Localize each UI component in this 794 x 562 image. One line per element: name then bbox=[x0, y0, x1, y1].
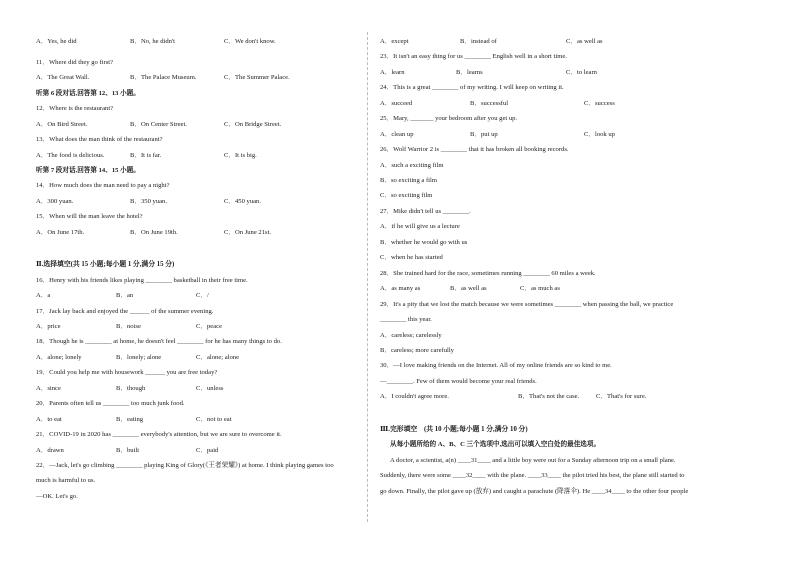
listening-heading-6: 听第 6 段对话,回答第 12、13 小题。 bbox=[36, 89, 140, 97]
option-c: C．to learn bbox=[566, 68, 597, 76]
option-b: B．That's not the case. bbox=[518, 393, 580, 401]
section-iii-instructions: 从每小题所给的 A、B、C 三个选项中,选出可以填入空白处的最佳选项。 bbox=[390, 441, 601, 449]
question-16: 16．Henry with his friends likes playing ________ basketball in their free time. bbox=[36, 276, 248, 284]
option-b: B．though bbox=[116, 384, 146, 392]
option-c: C．success bbox=[584, 99, 615, 107]
option-a: A．On June 17th. bbox=[36, 228, 85, 236]
passage-line-2: Suddenly, there were some ____32____ with the plane. ____33____ the pilot tried his best, the plane still started to bbox=[380, 472, 685, 480]
options-28 bbox=[380, 284, 710, 294]
option-c: C．as well as bbox=[566, 38, 603, 45]
options-19 bbox=[36, 384, 358, 394]
right-column bbox=[380, 37, 710, 497]
option-a: A．I couldn't agree more. bbox=[380, 393, 449, 401]
options-13 bbox=[36, 151, 358, 161]
question-14: 14．How much does the man need to pay a night? bbox=[36, 182, 170, 190]
question-17: 17．Jack lay back and enjoyed the ______ of the summer evening. bbox=[36, 307, 214, 315]
option-a: A．The food is delicious. bbox=[36, 151, 105, 159]
option-c: C．450 yuan. bbox=[224, 197, 261, 205]
option-26-a: A．such a exciting film bbox=[380, 161, 444, 169]
options-30 bbox=[380, 392, 710, 402]
option-a: A．price bbox=[36, 323, 61, 331]
option-c: C．That's for sure. bbox=[596, 393, 647, 401]
option-29-a: A．careless; carelessly bbox=[380, 331, 442, 339]
option-a: A．learn bbox=[380, 68, 405, 76]
option-c: C．The Summer Palace. bbox=[224, 74, 290, 82]
left-column bbox=[36, 37, 358, 502]
option-a: A．since bbox=[36, 384, 61, 392]
question-12: 12．Where is the restaurant? bbox=[36, 105, 114, 113]
option-c: C．alone; alone bbox=[196, 353, 240, 361]
option-b: B．On Center Street. bbox=[130, 120, 187, 128]
option-b: B．eating bbox=[116, 415, 144, 423]
option-b: B．It is far. bbox=[130, 151, 162, 159]
option-c: C．unless bbox=[196, 384, 224, 392]
question-13: 13．What does the man think of the restaurant? bbox=[36, 136, 163, 144]
option-c: C．as much as bbox=[520, 285, 560, 293]
question-26: 26．Wolf Warrior 2 is ________ that it has broken all booking records. bbox=[380, 146, 569, 154]
options-24 bbox=[380, 99, 710, 109]
option-b: B．The Palace Museum. bbox=[130, 74, 197, 82]
option-27-a: A．if he will give us a lecture bbox=[380, 223, 460, 231]
option-b: B．as well as bbox=[450, 285, 487, 293]
options-23 bbox=[380, 68, 710, 78]
option-b: B．lonely; alone bbox=[116, 353, 162, 361]
question-30-line-1: 30．—I love making friends on the Internet. All of my online friends are so kind to me. bbox=[380, 362, 612, 370]
question-29-line-2: ________ this year. bbox=[380, 316, 432, 324]
option-a: A．alone; lonely bbox=[36, 353, 82, 361]
options-21 bbox=[36, 446, 358, 456]
option-27-b: B．whether he would go with us bbox=[380, 238, 468, 246]
option-b: B．On June 19th. bbox=[130, 228, 178, 236]
option-b: B．No, he didn't bbox=[130, 38, 175, 45]
option-29-b: B．careless; more carefully bbox=[380, 346, 454, 354]
option-a: A．as many as bbox=[380, 285, 421, 293]
question-15: 15．When will the man leave the hotel? bbox=[36, 213, 143, 221]
question-22-line-1: 22．—Jack, let's go climbing ________ playing King of Glory(《王者荣耀》) at home. I think playing games too bbox=[36, 462, 334, 470]
question-19: 19．Could you help me with housework ______ you are free today? bbox=[36, 369, 218, 377]
option-b: B．350 yuan. bbox=[130, 197, 167, 205]
option-a: A．On Bird Street. bbox=[36, 120, 88, 128]
option-a: A．The Great Wall. bbox=[36, 74, 90, 82]
options-16 bbox=[36, 291, 358, 301]
option-b: B．learns bbox=[456, 68, 483, 76]
question-30-line-2: —________. Few of them would become your real friends. bbox=[380, 377, 537, 385]
option-c: C．peace bbox=[196, 323, 222, 331]
question-24: 24．This is a great ________ of my writing. I will keep on writing it. bbox=[380, 84, 564, 92]
option-a: A．drawn bbox=[36, 446, 64, 454]
option-c: C．We don't know. bbox=[224, 38, 276, 45]
passage-line-1: A doctor, a scientist, a(n) ____31____ and a little boy were out for a Sunday afternoon trip on a small plane. bbox=[390, 456, 676, 464]
option-26-b: B．so exciting a film bbox=[380, 177, 437, 185]
question-27: 27．Mike didn't tell us ________. bbox=[380, 207, 471, 215]
passage-line-3: go down. Finally, the pilot gave up (放弃) and caught a parachute (降落伞). He ____34____ to the other four people bbox=[380, 487, 689, 495]
option-a: A．to eat bbox=[36, 415, 62, 423]
option-c: C．On June 21st. bbox=[224, 228, 272, 236]
question-25: 25．Mary, _______ your bedroom after you get up. bbox=[380, 115, 518, 123]
option-b: B．put up bbox=[470, 130, 498, 138]
option-a: A．Yes, he did bbox=[36, 38, 77, 45]
column-divider bbox=[367, 32, 368, 522]
options-14 bbox=[36, 197, 358, 207]
section-ii-title: Ⅱ.选择填空(共 15 小题;每小题 1 分,满分 15 分) bbox=[36, 261, 175, 269]
option-c: C．look up bbox=[584, 130, 615, 138]
question-22-line-2: much is harmful to us. bbox=[36, 477, 96, 485]
option-b: B．built bbox=[116, 446, 140, 454]
option-c: C．paid bbox=[196, 446, 219, 454]
question-28: 28．She trained hard for the race, sometimes running ________ 60 miles a week. bbox=[380, 269, 596, 277]
options-11 bbox=[36, 73, 358, 83]
question-29-line-1: 29．It's a pity that we lost the match because we were sometimes ________ when passing the ball, we practice bbox=[380, 300, 674, 308]
options-25 bbox=[380, 130, 710, 140]
options-20 bbox=[36, 415, 358, 425]
question-21: 21．COVID-19 in 2020 has ________ everybody's attention, but we are sure to overcome it. bbox=[36, 431, 282, 439]
option-b: B．instead of bbox=[460, 38, 497, 45]
options-18 bbox=[36, 353, 358, 363]
options-10 bbox=[36, 37, 358, 47]
option-a: A．except bbox=[380, 38, 409, 45]
options-15 bbox=[36, 228, 358, 238]
question-23: 23．It isn't an easy thing for us ________ English well in a short time. bbox=[380, 53, 567, 61]
listening-heading-7: 听第 7 段对话,回答第 14、15 小题。 bbox=[36, 167, 140, 174]
option-c: C．On Bridge Street. bbox=[224, 120, 282, 128]
option-26-c: C．so exciting film bbox=[380, 192, 433, 200]
option-a: A．succeed bbox=[380, 99, 413, 107]
options-17 bbox=[36, 322, 358, 332]
option-b: B．an bbox=[116, 292, 134, 300]
option-a: A．300 yuan. bbox=[36, 197, 74, 205]
options-22 bbox=[380, 37, 710, 47]
option-27-c: C．when he has started bbox=[380, 254, 443, 262]
options-12 bbox=[36, 120, 358, 130]
section-iii-title: Ⅲ.完形填空 (共 10 小题;每小题 1 分,满分 10 分) bbox=[380, 425, 528, 433]
option-c: C．It is big. bbox=[224, 151, 257, 159]
option-c: C．/ bbox=[196, 292, 209, 300]
option-c: C．not to eat bbox=[196, 415, 232, 423]
question-22-line-3: —OK. Let's go. bbox=[36, 492, 78, 500]
option-b: B．noise bbox=[116, 323, 141, 331]
option-a: A．a bbox=[36, 292, 51, 300]
option-a: A．clean up bbox=[380, 130, 414, 138]
question-11: 11．Where did they go first? bbox=[36, 58, 114, 66]
question-18: 18．Though he is ________ at home, he doesn't feel ________ for he has many things to do. bbox=[36, 338, 282, 346]
question-20: 20．Parents often tell us ________ too much junk food. bbox=[36, 400, 185, 408]
option-b: B．successful bbox=[470, 99, 509, 107]
